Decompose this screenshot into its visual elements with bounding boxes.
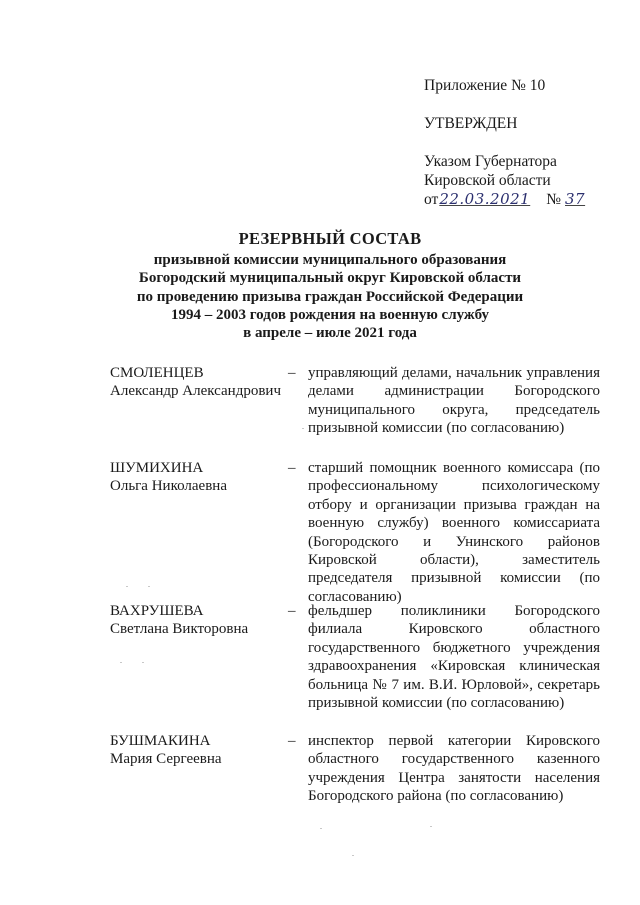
scan-speck	[148, 586, 150, 587]
member-name	[110, 364, 288, 438]
approval-block	[424, 76, 624, 209]
scan-speck	[320, 828, 322, 829]
member-given-names: Ольга Николаевна	[110, 478, 227, 495]
member-role: старший помощник военного комиссара (по профессиональному психологическому отбору и организации призыва граждан на военную службу) военного комиссариата (Богородского и Унинского районов Кировской области), заместитель председателя призывной комиссии (по согласованию)	[308, 460, 600, 605]
decree-date-number	[424, 190, 624, 209]
decree-line-2: Кировской области	[424, 172, 551, 189]
member-name	[110, 459, 288, 606]
scan-speck	[142, 662, 144, 663]
scan-speck	[126, 586, 128, 587]
member-surname: СМОЛЕНЦЕВ	[110, 365, 204, 381]
member-dash: –	[288, 460, 296, 476]
scan-speck	[352, 855, 354, 856]
subtitle-line-5: в апреле – июле 2021 года	[243, 325, 417, 342]
member-entry	[110, 364, 600, 438]
handwritten-date: 22.03.2021	[439, 190, 531, 208]
scan-speck	[430, 826, 432, 827]
member-role: фельдшер поликлиники Богородского филиала Кировского областного государственного бюджетного учреждения здравоохранения «Кировская клиническая больница № 7 им. В.И. Юрловой», секретарь призывной комиссии (по согласованию)	[308, 603, 600, 712]
member-entry	[110, 602, 600, 712]
member-surname: ШУМИХИНА	[110, 460, 204, 476]
member-surname: ВАХРУШЕВА	[110, 603, 204, 619]
scan-speck	[302, 428, 304, 429]
approved-label: УТВЕРЖДЕН	[424, 115, 518, 132]
member-dash: –	[288, 603, 296, 619]
member-dash: –	[288, 733, 296, 749]
subtitle-line-1: призывной комиссии муниципального образования	[153, 252, 507, 268]
document-title	[90, 229, 570, 342]
member-surname: БУШМАКИНА	[110, 733, 211, 749]
handwritten-number: 37	[565, 190, 586, 208]
member-given-names: Мария Сергеевна	[110, 751, 222, 768]
member-given-names: Александр Александрович	[110, 383, 281, 400]
member-name	[110, 602, 288, 712]
member-entry	[110, 732, 600, 806]
scan-speck	[120, 662, 122, 663]
from-prefix: от	[424, 191, 439, 208]
title-main: РЕЗЕРВНЫЙ СОСТАВ	[238, 229, 422, 248]
member-role: инспектор первой категории Кировского областного государственного казенного учреждения Центра занятости населения Богородского района (по согласованию)	[308, 733, 600, 805]
subtitle-line-4: 1994 – 2003 годов рождения на военную службу	[170, 306, 490, 323]
member-role: управляющий делами, начальник управления делами администрации Богородского муниципального округа, председатель призывной комиссии (по согласованию)	[308, 365, 600, 437]
member-dash: –	[288, 365, 296, 381]
subtitle-line-3: по проведению призыва граждан Российской Федерации	[136, 288, 524, 305]
member-name	[110, 732, 288, 806]
number-sign: №	[546, 191, 562, 208]
member-entry	[110, 459, 600, 606]
appendix-label: Приложение № 10	[424, 77, 546, 94]
member-given-names: Светлана Викторовна	[110, 621, 249, 638]
subtitle-line-2: Богородский муниципальный округ Кировской области	[138, 270, 522, 287]
decree-line-1: Указом Губернатора	[424, 153, 557, 170]
